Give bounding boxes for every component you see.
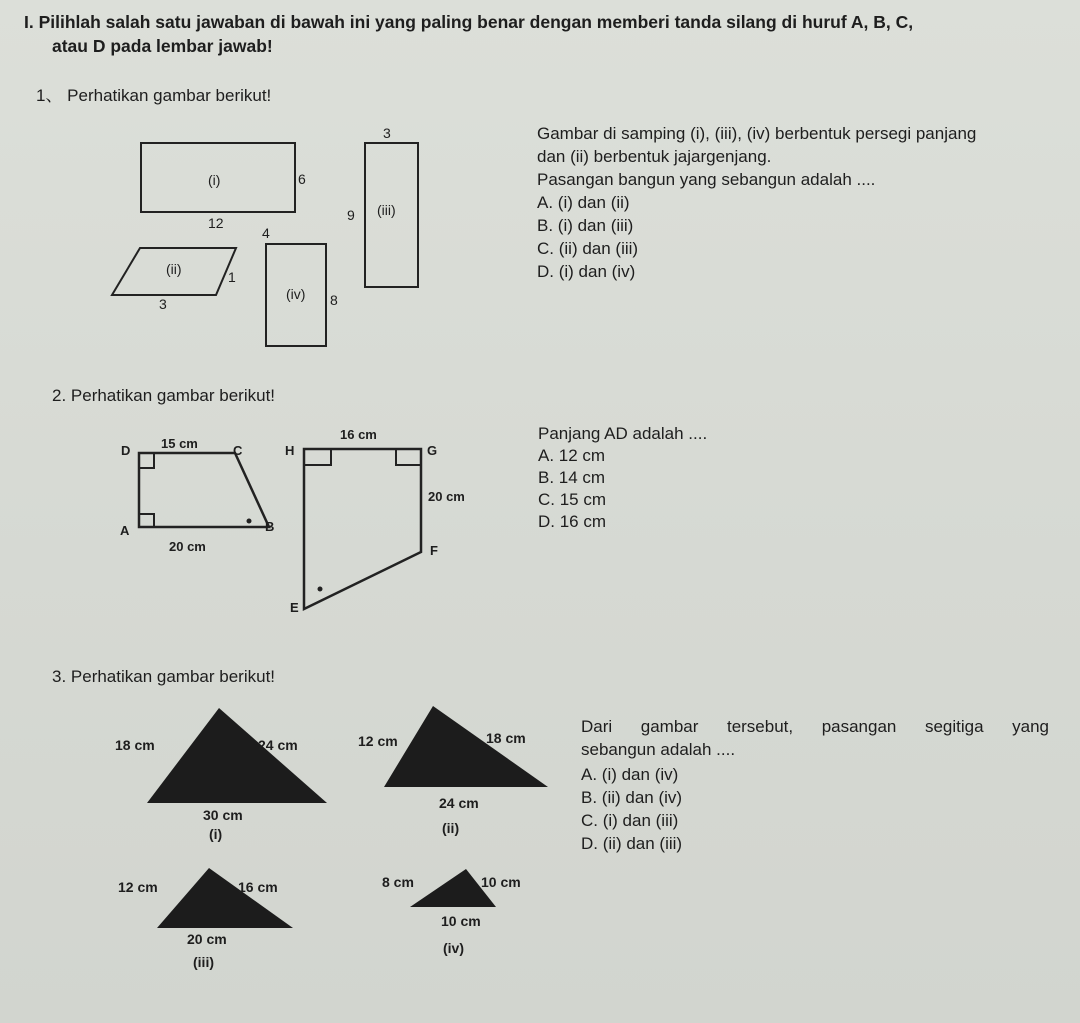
- tri-iv-left: 8 cm: [382, 874, 414, 890]
- rect-iv-height: 8: [330, 292, 338, 308]
- vertex-e-label: E: [290, 600, 299, 615]
- q1-desc-1: Gambar di samping (i), (iii), (iv) berbentuk persegi panjang: [537, 124, 977, 143]
- q3-question-line-2: sebangun adalah ....: [581, 740, 736, 759]
- para-ii-side: 1: [228, 269, 236, 285]
- q1-option-d[interactable]: D. (i) dan (iv): [537, 262, 636, 281]
- side-gf-length: 20 cm: [428, 489, 465, 504]
- q2-option-b[interactable]: B. 14 cm: [538, 468, 606, 487]
- tri-iv-right: 10 cm: [481, 874, 521, 890]
- para-ii-name: (ii): [166, 261, 182, 277]
- tri-i-name: (i): [209, 826, 223, 842]
- rect-i-width: 12: [208, 215, 224, 231]
- vertex-g-label: G: [427, 443, 438, 458]
- vertex-d-label: D: [121, 443, 131, 458]
- vertex-b-label: B: [265, 519, 275, 534]
- q1-option-c[interactable]: C. (ii) dan (iii): [537, 239, 639, 258]
- para-ii-base: 3: [159, 296, 167, 312]
- rect-iv-name: (iv): [286, 286, 306, 302]
- q1-option-b[interactable]: B. (i) dan (iii): [537, 216, 634, 235]
- q3-prompt: 3. Perhatikan gambar berikut!: [52, 667, 276, 686]
- q1-prompt: 1、 Perhatikan gambar berikut!: [36, 86, 272, 105]
- vertex-h-label: H: [285, 443, 295, 458]
- q3-option-b[interactable]: B. (ii) dan (iv): [581, 788, 683, 807]
- rect-iii-height: 9: [347, 207, 355, 223]
- tri-i-left: 18 cm: [115, 737, 155, 753]
- side-dc-length: 15 cm: [161, 436, 198, 451]
- tri-iii-name: (iii): [193, 954, 214, 970]
- q2-option-c[interactable]: C. 15 cm: [538, 490, 607, 509]
- q2-prompt: 2. Perhatikan gambar berikut!: [52, 386, 276, 405]
- tri-iii-right: 16 cm: [238, 879, 278, 895]
- q1-question: Pasangan bangun yang sebangun adalah ....: [537, 170, 876, 189]
- tri-i-right: 24 cm: [258, 737, 298, 753]
- q1-desc-2: dan (ii) berbentuk jajargenjang.: [537, 147, 772, 166]
- rect-iv-width: 4: [262, 225, 270, 241]
- tri-ii-name: (ii): [442, 820, 460, 836]
- tri-iii-left: 12 cm: [118, 879, 158, 895]
- q3-option-d[interactable]: D. (ii) dan (iii): [581, 834, 683, 853]
- triangle-ii-shape: [384, 706, 548, 787]
- tri-iv-bottom: 10 cm: [441, 913, 481, 929]
- tri-iii-bottom: 20 cm: [187, 931, 227, 947]
- tri-i-bottom: 30 cm: [203, 807, 243, 823]
- q3-option-c[interactable]: C. (i) dan (iii): [581, 811, 679, 830]
- triangle-iii-shape: [157, 868, 293, 928]
- tri-ii-right: 18 cm: [486, 730, 526, 746]
- vertex-c-label: C: [233, 443, 243, 458]
- q2-option-a[interactable]: A. 12 cm: [538, 446, 606, 465]
- side-ab-length: 20 cm: [169, 539, 206, 554]
- rect-i-name: (i): [208, 172, 221, 188]
- q1-option-a[interactable]: A. (i) dan (ii): [537, 193, 630, 212]
- q2-question: Panjang AD adalah ....: [538, 424, 708, 443]
- vertex-a-label: A: [120, 523, 130, 538]
- q3-option-a[interactable]: A. (i) dan (iv): [581, 765, 679, 784]
- instruction-line-2: atau D pada lembar jawab!: [52, 36, 273, 56]
- vertex-f-label: F: [430, 543, 438, 558]
- q2-option-d[interactable]: D. 16 cm: [538, 512, 607, 531]
- instruction-line-1: I. Pilihlah salah satu jawaban di bawah ini yang paling benar dengan memberi tanda silang di huruf A, B, C,: [24, 12, 914, 32]
- side-hg-length: 16 cm: [340, 427, 377, 442]
- rect-iii-width: 3: [383, 125, 391, 141]
- q3-question-line-1: Dari gambar tersebut, pasangan segitiga yang: [581, 717, 1049, 736]
- rect-iii-name: (iii): [377, 202, 396, 218]
- rect-i-height: 6: [298, 171, 306, 187]
- triangle-i-shape: [147, 708, 327, 803]
- tri-iv-name: (iv): [443, 940, 464, 956]
- tri-ii-bottom: 24 cm: [439, 795, 479, 811]
- tri-ii-left: 12 cm: [358, 733, 398, 749]
